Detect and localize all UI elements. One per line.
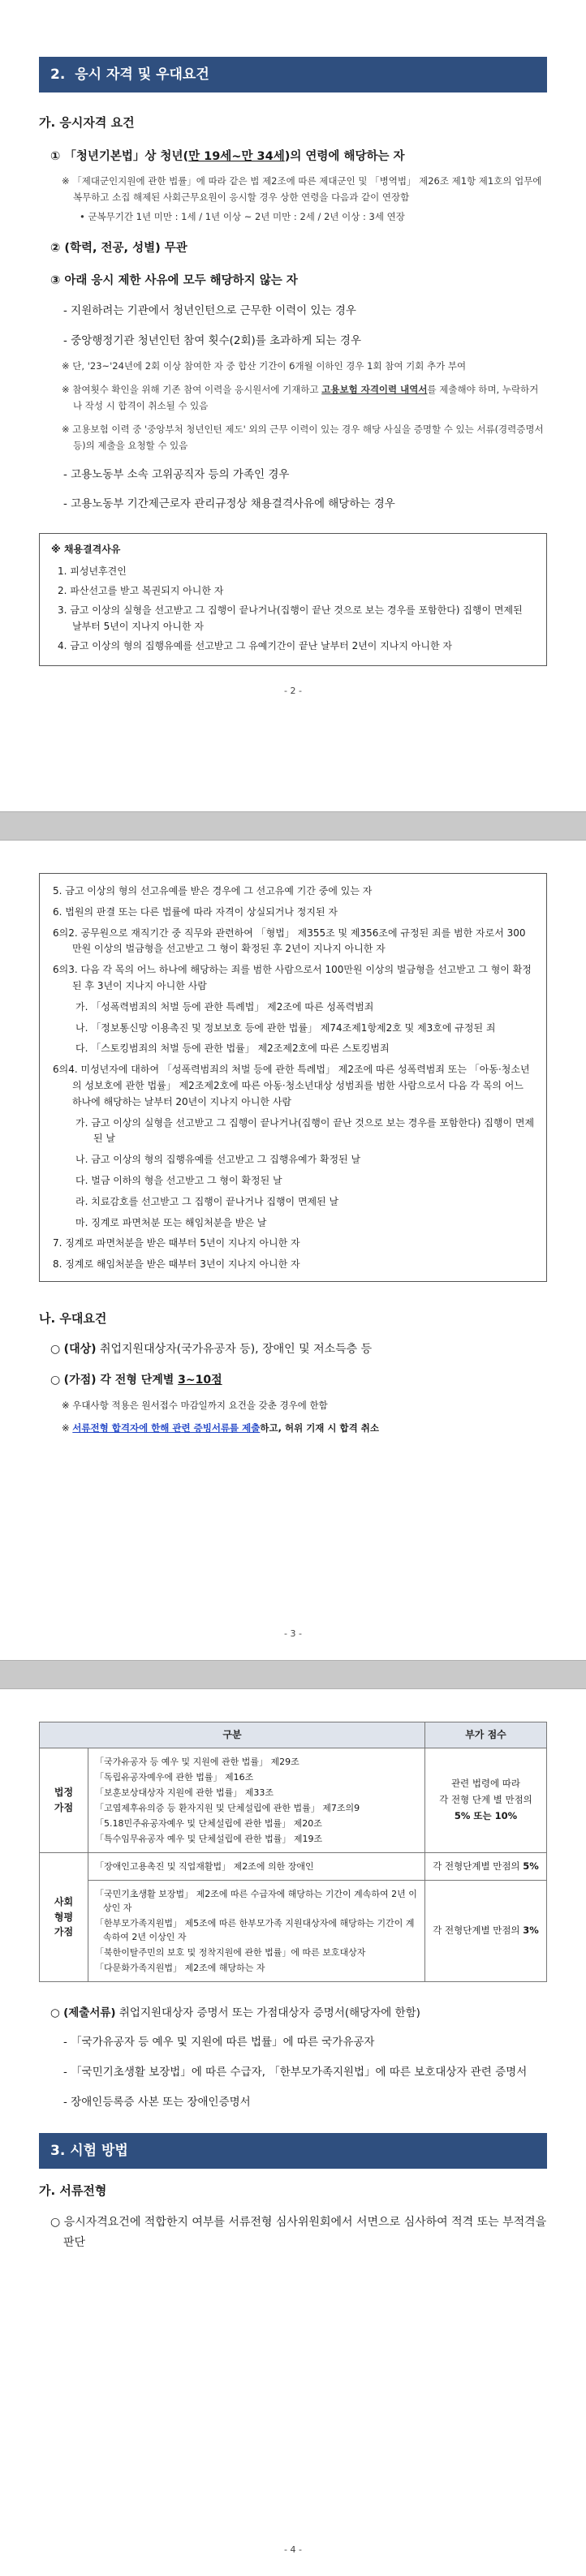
note-text: 하고, 허위 기재 시 합격 취소 bbox=[260, 1421, 379, 1434]
item-label: (제출서류) bbox=[63, 2006, 116, 2020]
item-mark: ○ bbox=[50, 2006, 60, 2020]
law-item: 「고엽제후유의증 등 환자지원 및 단체설립에 관한 법률」 제7조의9 bbox=[95, 1802, 360, 1813]
list-item: 8. 징계로 해임처분을 받은 때부터 3년이 지나지 아니한 자 bbox=[53, 1258, 300, 1271]
note-text-b: 를 제출해야 하며, 누락하거나 작성 시 합격이 취소될 수 있음 bbox=[73, 384, 539, 411]
score-value: 3% bbox=[523, 1924, 539, 1937]
score-cell bbox=[425, 1748, 547, 1852]
military-extension-bullet: • 군복무기간 1년 미만 : 1세 / 1년 이상 ~ 2년 미만 : 2세 / 2년 이상 : 3세 연장 bbox=[80, 211, 405, 223]
preference-points bbox=[39, 1372, 547, 1390]
item-mark: ③ bbox=[50, 274, 61, 288]
score-text: 각 전형단계별 만점의 bbox=[433, 1924, 524, 1937]
item-text: 아래 응시 제한 사유에 모두 해당하지 않는 자 bbox=[64, 274, 298, 288]
page-number: - 4 - bbox=[284, 2544, 302, 2555]
page-separator bbox=[0, 811, 586, 841]
page-4 bbox=[0, 1689, 586, 2576]
requirement-restrictions bbox=[39, 272, 547, 290]
score-text: 관련 법령에 따라 bbox=[450, 1778, 521, 1790]
note-text-a: ※ 참여횟수 확인을 위해 기존 참여 이력을 응시원서에 기재하고 bbox=[62, 384, 322, 396]
restriction-family: - 고용노동부 소속 고위공직자 등의 가족인 경우 bbox=[63, 467, 290, 481]
qualification-heading: 가. 응시자격 요건 bbox=[39, 115, 135, 131]
note-underlined: 고용보험 자격이력 내역서 bbox=[321, 384, 428, 396]
participation-exception-note: ※ 단, '23~'24년에 2회 이상 참여한 자 중 합산 기간이 6개월 이하인 경우 1회 참여 기회 추가 부여 bbox=[62, 359, 467, 372]
section-title-text: 응시 자격 및 우대요건 bbox=[75, 67, 209, 83]
category-legal: 법정 가점 bbox=[40, 1748, 88, 1852]
disqualification-box bbox=[39, 533, 547, 666]
laws-cell bbox=[88, 1852, 425, 1880]
table-row bbox=[40, 1748, 547, 1852]
preference-target bbox=[39, 1341, 547, 1359]
proof-highlight: 서류전형 합격자에 한해 관련 증빙서류를 제출 bbox=[72, 1421, 261, 1434]
score-value: 5% 또는 10% bbox=[454, 1809, 518, 1821]
table-header-category: 구분 bbox=[40, 1722, 425, 1748]
list-item: 가. 금고 이상의 실형을 선고받고 그 집행이 끝나거나(집행이 끝난 것으로 보는 경우를 포함한다) 집행이 면제된 날 bbox=[75, 1116, 535, 1145]
item-mark: ○ bbox=[50, 2215, 61, 2229]
item-label: (가점) 각 전형 단계별 bbox=[63, 1373, 179, 1387]
restriction-participation-count: - 중앙행정기관 청년인턴 참여 횟수(2회)를 초과하게 되는 경우 bbox=[63, 333, 362, 347]
law-item: 「한부모가족지원법」 제5조에 따른 한부모가족 지원대상자에 해당하는 기간이 계속하여 2년 이상인 자 bbox=[95, 1918, 415, 1943]
item-text: 응시자격요건에 적합한지 여부를 서류전형 심사위원회에서 서면으로 심사하여 적격 또는 부적격을 판단 bbox=[63, 2215, 547, 2249]
law-item: 「보훈보상대상자 지원에 관한 법률」 제33조 bbox=[95, 1787, 274, 1798]
law-item: 「독립유공자예우에 관한 법률」 제16조 bbox=[95, 1771, 254, 1783]
points-range: 3~10점 bbox=[178, 1373, 222, 1387]
list-item: 6의3. 다음 각 목의 어느 하나에 해당하는 죄를 범한 사람으로서 100만원 이상의 벌금형을 선고받고 그 형이 확정된 후 3년이 지나지 아니한 사람 bbox=[53, 964, 532, 991]
item-mark: ○ bbox=[50, 1343, 61, 1357]
law-item: 「특수임무유공자 예우 및 단체설립에 관한 법률」 제19조 bbox=[95, 1833, 323, 1844]
law-item: 「다문화가족지원법」 제2조에 해당하는 자 bbox=[95, 1963, 265, 1974]
list-item: 6의2. 공무원으로 재직기간 중 직무와 관련하여 「형법」 제355조 및 제356조에 규정된 죄를 범한 자로서 300만원 이상의 벌금형을 선고받고 그 형이 확정된 후 2년이 지나지 아니한 자 bbox=[53, 927, 526, 955]
document-item: - 장애인등록증 사본 또는 장애인증명서 bbox=[63, 2096, 251, 2109]
law-item: 「장애인고용촉진 및 직업재활법」 제2조에 의한 장애인 bbox=[95, 1860, 314, 1872]
requirement-education bbox=[39, 239, 547, 257]
page-2 bbox=[0, 0, 586, 811]
document-item: - 「국가유공자 등 예우 및 지원에 따른 법률」에 따른 국가유공자 bbox=[63, 2036, 375, 2049]
list-item: 나. 「정보통신망 이용촉진 및 정보보호 등에 관한 법률」 제74조제1항제2호 및 제3호에 규정된 죄 bbox=[75, 1021, 496, 1034]
category-social: 사회 형평 가점 bbox=[40, 1852, 88, 1981]
laws-cell bbox=[88, 1880, 425, 1981]
preference-proof-note bbox=[39, 1421, 547, 1435]
item-label: (대상) bbox=[63, 1343, 97, 1357]
item-text: 취업지원대상자 증명서 또는 가점대상자 증명서(해당자에 한함) bbox=[115, 2006, 420, 2020]
page-separator bbox=[0, 1660, 586, 1689]
list-item: 마. 징계로 파면처분 또는 해임처분을 받은 날 bbox=[75, 1216, 267, 1228]
score-cell bbox=[425, 1880, 547, 1981]
box-title: ※ 채용결격사유 bbox=[51, 544, 121, 556]
list-item: 6의4. 미성년자에 대하여 「성폭력범죄의 처벌 등에 관한 특례법」 제2조에 따른 성폭력범죄 또는 「아동·청소년의 성보호에 관한 법률」 제2조제2호에 따른 아동·청소년대상 성범죄를 범한 사람으로서 다음 각 목의 어느 하나에 해당하는 날부터 20년이 지나지 아니한 사람 bbox=[53, 1064, 530, 1107]
document-screening-heading: 가. 서류전형 bbox=[39, 2183, 107, 2199]
page-3 bbox=[0, 841, 586, 1660]
score-text: 각 전형단계별 만점의 bbox=[433, 1860, 524, 1872]
page-number: - 2 - bbox=[284, 685, 302, 696]
section-number: 2. bbox=[50, 67, 66, 83]
list-item: 3. 금고 이상의 실형을 선고받고 그 집행이 끝나거나(집행이 끝난 것으로 보는 경우를 포함한다) 집행이 면제된 날부터 5년이 지나지 아니한 자 bbox=[58, 604, 523, 632]
law-item: 「국가유공자 등 예우 및 지원에 관한 법률」 제29조 bbox=[95, 1756, 299, 1767]
list-item: 다. 「스토킹범죄의 처벌 등에 관한 법률」 제2조제2호에 따른 스토킹범죄 bbox=[75, 1043, 390, 1055]
item-suffix: )의 연령에 해당하는 자 bbox=[284, 149, 405, 163]
item-mark: ② bbox=[50, 241, 61, 255]
list-item: 7. 징계로 파면처분을 받은 때부터 5년이 지나지 아니한 자 bbox=[53, 1237, 300, 1249]
item-age-range: 만 19세~만 34세 bbox=[188, 149, 285, 163]
section-number: 3. bbox=[50, 2142, 66, 2159]
section-2-title bbox=[39, 57, 547, 92]
list-item: 다. 벌금 이하의 형을 선고받고 그 형이 확정된 날 bbox=[75, 1174, 282, 1186]
restriction-prior-intern: - 지원하려는 기관에서 청년인턴으로 근무한 이력이 있는 경우 bbox=[63, 303, 356, 317]
list-item: 2. 파산선고를 받고 복권되지 아니한 자 bbox=[58, 585, 224, 597]
list-item: 5. 금고 이상의 형의 선고유예를 받은 경우에 그 선고유예 기간 중에 있는 자 bbox=[53, 885, 373, 897]
requirement-age bbox=[39, 148, 547, 166]
restriction-disqualification: - 고용노동부 기간제근로자 관리규정상 채용결격사유에 해당하는 경우 bbox=[63, 497, 395, 511]
table-row bbox=[40, 1852, 547, 1880]
item-text: 취업지원대상자(국가유공자 등), 장애인 및 저소득층 등 bbox=[96, 1343, 373, 1357]
score-cell bbox=[425, 1852, 547, 1880]
item-text: (학력, 전공, 성별) 무관 bbox=[64, 241, 187, 255]
disqualification-box-continued bbox=[39, 873, 547, 1282]
career-proof-note: ※ 고용보험 이력 중 '중앙부처 청년인턴 제도' 외의 근무 이력이 있는 경우 해당 사실을 증명할 수 있는 서류(경력증명서 등)의 제출을 요청할 수 있음 bbox=[62, 424, 544, 451]
item-prefix: 「청년기본법」상 청년( bbox=[64, 149, 189, 163]
note-mark: ※ bbox=[62, 1421, 73, 1434]
preference-heading: 나. 우대요건 bbox=[39, 1310, 107, 1326]
list-item: 라. 치료감호를 선고받고 그 집행이 끝나거나 집행이 면제된 날 bbox=[75, 1195, 339, 1207]
score-text: 각 전형 단계 별 만점의 bbox=[439, 1793, 532, 1805]
list-item: 1. 피성년후견인 bbox=[58, 565, 127, 577]
section-title-text: 시험 방법 bbox=[70, 2142, 128, 2159]
preference-table bbox=[39, 1722, 547, 1982]
law-item: 「북한이탈주민의 보호 및 정착지원에 관한 법률」에 따른 보호대상자 bbox=[95, 1947, 366, 1959]
section-3-title bbox=[39, 2133, 547, 2169]
list-item: 6. 법원의 판결 또는 다른 법률에 따라 자격이 상실되거나 정지된 자 bbox=[53, 905, 338, 918]
document-screening-text bbox=[39, 2213, 547, 2253]
law-item: 「국민기초생활 보장법」 제2조에 따른 수급자에 해당하는 기간이 계속하여 2년 이상인 자 bbox=[95, 1888, 417, 1913]
insurance-history-note bbox=[39, 382, 547, 414]
list-item: 나. 금고 이상의 형의 집행유예를 선고받고 그 집행유예가 확정된 날 bbox=[75, 1154, 361, 1166]
law-item: 「5.18민주유공자예우 및 단체설립에 관한 법률」 제20조 bbox=[95, 1817, 322, 1829]
list-item: 4. 금고 이상의 형의 집행유예를 선고받고 그 유예기간이 끝난 날부터 2년이 지나지 아니한 자 bbox=[58, 639, 452, 652]
military-extension-note: ※ 「제대군인지원에 관한 법률」에 따라 같은 법 제2조에 따른 제대군인 및 「병역법」 제26조 제1항 제1호의 업무에 복무하고 소집 해제된 사회근무요원이 응시할 경우 상한 연령을 다음과 같이 연장함 bbox=[62, 175, 542, 203]
list-item: 가. 「성폭력범죄의 처벌 등에 관한 특례법」 제2조에 따른 성폭력범죄 bbox=[75, 1000, 374, 1013]
laws-cell bbox=[88, 1748, 425, 1852]
page-number: - 3 - bbox=[284, 1628, 302, 1639]
table-header-score: 부가 점수 bbox=[425, 1722, 547, 1748]
preference-deadline-note: ※ 우대사항 적용은 원서접수 마감일까지 요건을 갖춘 경우에 한함 bbox=[62, 1399, 328, 1411]
table-row bbox=[40, 1880, 547, 1981]
required-documents bbox=[39, 2005, 547, 2022]
document-item: - 「국민기초생활 보장법」에 따른 수급자, 「한부모가족지원법」에 따른 보호대상자 관련 증명서 bbox=[63, 2066, 528, 2079]
score-value: 5% bbox=[523, 1860, 539, 1872]
item-mark: ① bbox=[50, 149, 61, 163]
item-mark: ○ bbox=[50, 1373, 61, 1387]
